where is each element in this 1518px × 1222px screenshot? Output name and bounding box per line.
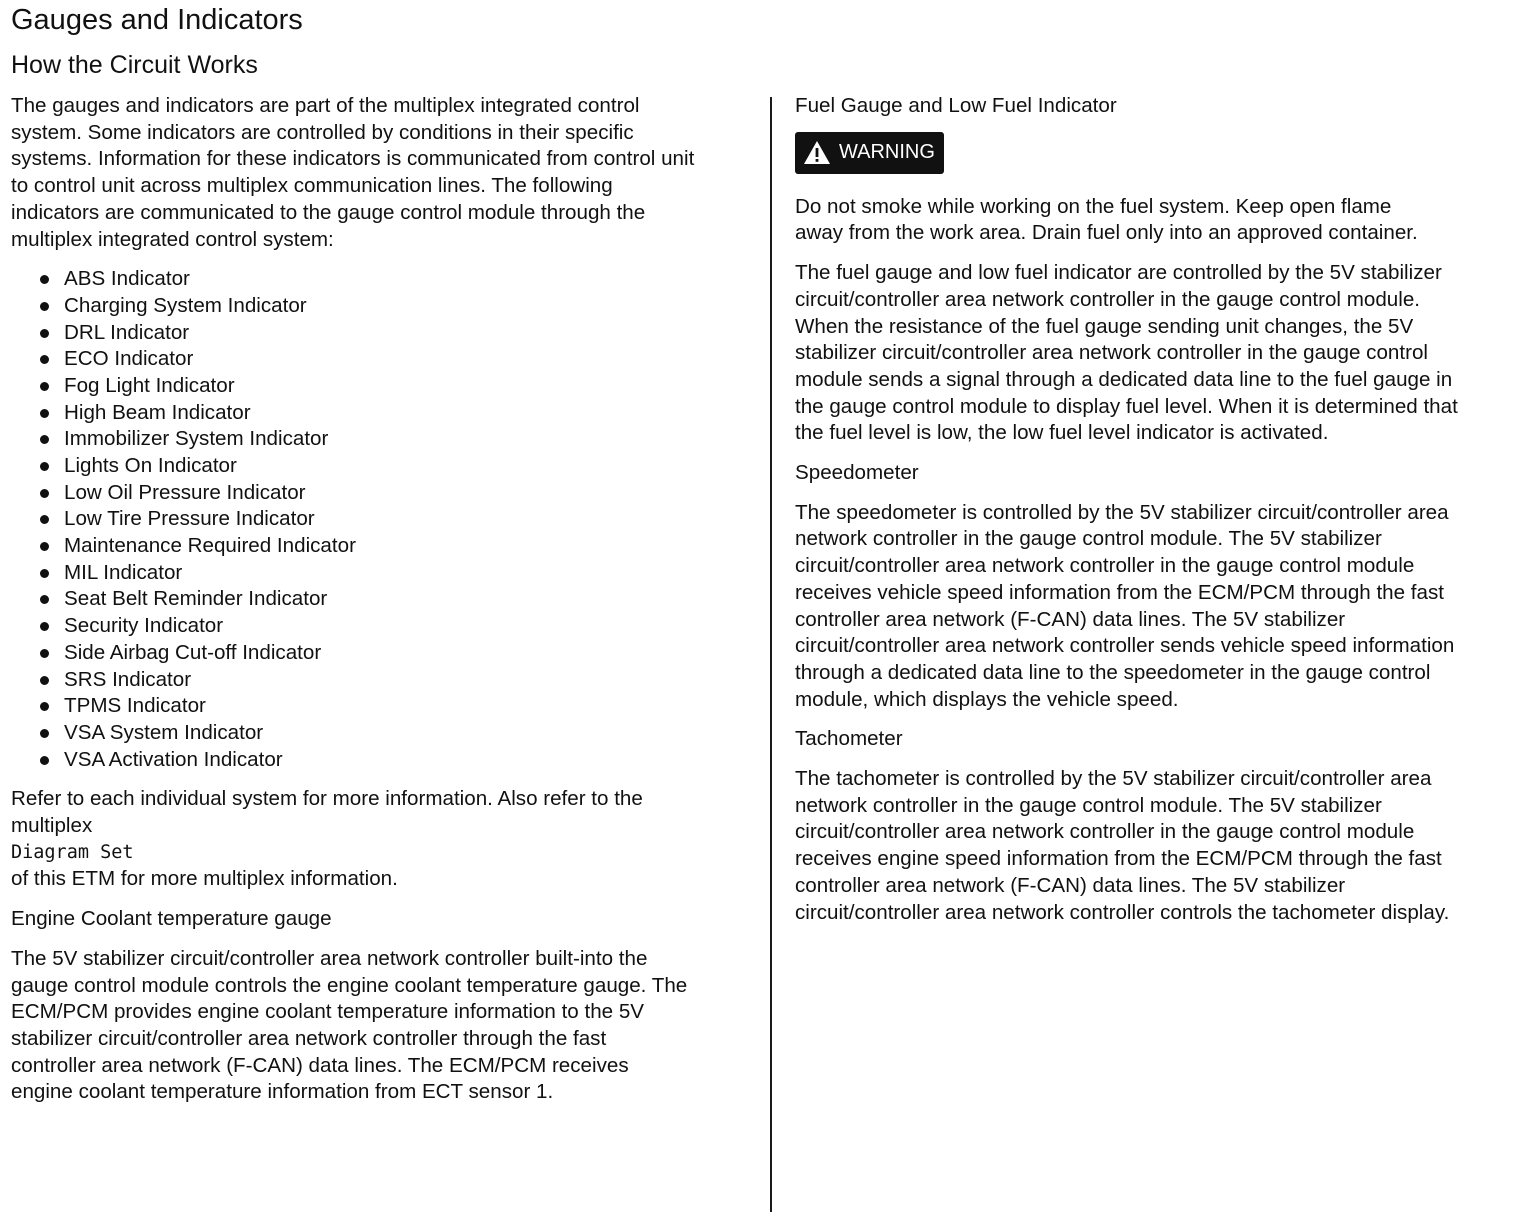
warning-label: WARNING <box>839 141 935 164</box>
text-line: module sends a signal through a dedicated data line to the fuel gauge in <box>795 367 1453 391</box>
text-line: through a dedicated data line to the speedometer in the gauge control <box>795 660 1431 684</box>
list-item <box>11 373 759 400</box>
left-column <box>11 93 759 1119</box>
list-item-label: DRL Indicator <box>64 320 190 344</box>
list-item <box>11 506 759 533</box>
page-title: Gauges and Indicators <box>11 4 303 36</box>
list-item <box>11 720 759 747</box>
text-line: stabilizer circuit/controller area network controller in the gauge control <box>795 341 1428 365</box>
text-line: systems. Information for these indicators is communicated from control unit <box>11 147 695 171</box>
list-item <box>11 293 759 320</box>
list-item-label: Lights On Indicator <box>64 454 237 478</box>
coolant-paragraph <box>11 946 759 1106</box>
diagram-set-link[interactable]: Diagram Set <box>11 841 134 863</box>
list-item-label: SRS Indicator <box>64 667 192 691</box>
text-line: the fuel level is low, the low fuel level indicator is activated. <box>795 421 1329 445</box>
list-item-label: Immobilizer System Indicator <box>64 427 329 451</box>
fuel-paragraph <box>795 260 1515 447</box>
section-title: How the Circuit Works <box>11 51 258 79</box>
list-item <box>11 266 759 293</box>
list-item <box>11 426 759 453</box>
text-fragment: of this ETM for more multiplex information. <box>11 867 398 891</box>
text-line: gauge control module controls the engine coolant temperature gauge. The <box>11 973 688 997</box>
bullet-icon <box>40 649 49 658</box>
text-line: circuit/controller area network controller in the gauge control module. <box>795 287 1420 311</box>
list-item <box>11 586 759 613</box>
bullet-icon <box>40 462 49 471</box>
indicator-list <box>11 266 759 773</box>
text-line: circuit/controller area network controller controls the tachometer display. <box>795 900 1450 924</box>
list-item-label: Fog Light Indicator <box>64 373 235 397</box>
text-line: away from the work area. Drain fuel only into an approved container. <box>795 221 1418 245</box>
bullet-icon <box>40 595 49 604</box>
tachometer-paragraph <box>795 766 1515 926</box>
text-line: When the resistance of the fuel gauge sending unit changes, the 5V <box>795 314 1414 338</box>
coolant-heading: Engine Coolant temperature gauge <box>11 907 332 931</box>
bullet-icon <box>40 329 49 338</box>
text-line: receives engine speed information from the ECM/PCM through the fast <box>795 847 1442 871</box>
refer-paragraph <box>11 786 759 893</box>
text-line: engine coolant temperature information from ECT sensor 1. <box>11 1080 554 1104</box>
list-item <box>11 480 759 507</box>
bullet-icon <box>40 355 49 364</box>
list-item-label: High Beam Indicator <box>64 400 251 424</box>
text-line: controller area network (F-CAN) data lines. The 5V stabilizer <box>795 607 1346 631</box>
warning-paragraph <box>795 194 1515 247</box>
bullet-icon <box>40 515 49 524</box>
list-item-label: ABS Indicator <box>64 267 190 291</box>
list-item <box>11 346 759 373</box>
bullet-icon <box>40 729 49 738</box>
list-item-label: Low Oil Pressure Indicator <box>64 480 306 504</box>
warning-badge <box>795 132 944 174</box>
text-line: ECM/PCM provides engine coolant temperature information to the 5V <box>11 1000 645 1024</box>
list-item-label: Charging System Indicator <box>64 293 307 317</box>
text-line: circuit/controller area network controller sends vehicle speed information <box>795 634 1455 658</box>
text-line: network controller in the gauge control module. The 5V stabilizer <box>795 527 1382 551</box>
text-line: controller area network (F-CAN) data lines. The ECM/PCM receives <box>11 1053 629 1077</box>
list-item <box>11 667 759 694</box>
list-item <box>11 747 759 774</box>
bullet-icon <box>40 622 49 631</box>
list-item <box>11 640 759 667</box>
text-line: indicators are communicated to the gauge control module through the <box>11 200 646 224</box>
bullet-icon <box>40 435 49 444</box>
column-divider <box>770 97 772 1212</box>
bullet-icon <box>40 756 49 765</box>
text-line: Refer to each individual system for more information. Also refer to the <box>11 787 643 811</box>
list-item <box>11 320 759 347</box>
intro-paragraph <box>11 93 759 253</box>
bullet-icon <box>40 676 49 685</box>
text-line: network controller in the gauge control module. The 5V stabilizer <box>795 793 1382 817</box>
list-item-label: VSA Activation Indicator <box>64 747 283 771</box>
list-item <box>11 453 759 480</box>
text-line: the gauge control module to display fuel level. When it is determined that <box>795 394 1458 418</box>
text-line: The 5V stabilizer circuit/controller area network controller built-into the <box>11 946 648 970</box>
bullet-icon <box>40 569 49 578</box>
text-line: circuit/controller area network controller in the gauge control module <box>795 820 1415 844</box>
bullet-icon <box>40 702 49 711</box>
list-item <box>11 533 759 560</box>
text-line: The fuel gauge and low fuel indicator are controlled by the 5V stabilizer <box>795 261 1442 285</box>
text-line: The tachometer is controlled by the 5V stabilizer circuit/controller area <box>795 767 1432 791</box>
list-item <box>11 560 759 587</box>
bullet-icon <box>40 542 49 551</box>
right-column <box>795 93 1515 939</box>
fuel-heading: Fuel Gauge and Low Fuel Indicator <box>795 94 1117 117</box>
list-item-label: TPMS Indicator <box>64 694 206 718</box>
text-line: multiplex integrated control system: <box>11 227 334 251</box>
text-line: system. Some indicators are controlled by conditions in their specific <box>11 120 634 144</box>
bullet-icon <box>40 382 49 391</box>
list-item <box>11 400 759 427</box>
list-item-label: Low Tire Pressure Indicator <box>64 507 315 531</box>
text-line: receives vehicle speed information from the ECM/PCM through the fast <box>795 580 1444 604</box>
tachometer-heading: Tachometer <box>795 727 903 751</box>
list-item-label: Side Airbag Cut-off Indicator <box>64 640 322 664</box>
list-item-label: Security Indicator <box>64 614 224 638</box>
list-item-label: Maintenance Required Indicator <box>64 534 356 558</box>
text-line <box>11 813 759 893</box>
text-line: stabilizer circuit/controller area network controller through the fast <box>11 1026 607 1050</box>
speedometer-heading: Speedometer <box>795 461 919 485</box>
bullet-icon <box>40 302 49 311</box>
list-item-label: MIL Indicator <box>64 560 183 584</box>
warning-triangle-icon <box>803 140 831 165</box>
text-line: controller area network (F-CAN) data lines. The 5V stabilizer <box>795 873 1346 897</box>
bullet-icon <box>40 275 49 284</box>
list-item-label: ECO Indicator <box>64 347 194 371</box>
text-line: The gauges and indicators are part of the multiplex integrated control <box>11 94 640 117</box>
text-line: The speedometer is controlled by the 5V stabilizer circuit/controller area <box>795 500 1449 524</box>
text-fragment: multiplex <box>11 813 93 837</box>
list-item-label: Seat Belt Reminder Indicator <box>64 587 328 611</box>
list-item <box>11 693 759 720</box>
text-line: module, which displays the vehicle speed. <box>795 687 1179 711</box>
bullet-icon <box>40 409 49 418</box>
list-item-label: VSA System Indicator <box>64 720 264 744</box>
text-line: circuit/controller area network controller in the gauge control module <box>795 554 1415 578</box>
text-line: Do not smoke while working on the fuel system. Keep open flame <box>795 194 1392 218</box>
list-item <box>11 613 759 640</box>
text-line: to control unit across multiplex communication lines. The following <box>11 174 613 198</box>
speedometer-paragraph <box>795 500 1515 714</box>
bullet-icon <box>40 489 49 498</box>
